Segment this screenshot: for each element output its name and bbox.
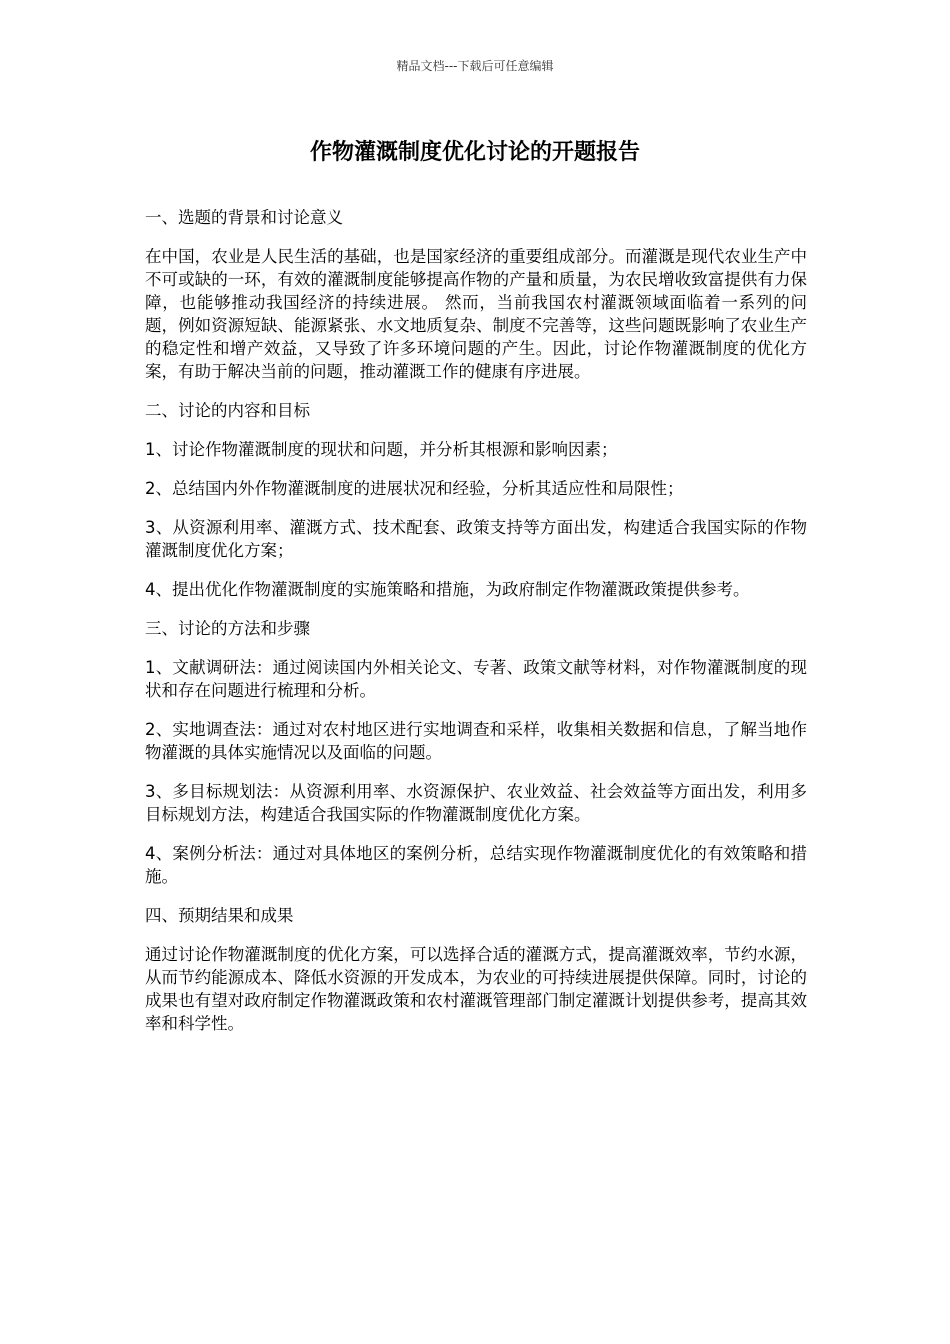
section-heading-background: 一、选题的背景和讨论意义 (145, 208, 343, 227)
section-heading-content-goals: 二、讨论的内容和目标 (145, 401, 310, 420)
section-heading-expected-results: 四、预期结果和成果 (145, 906, 294, 925)
list-item-method-3: 3、多目标规划法：从资源利用率、水资源保护、农业效益、社会效益等方面出发，利用多目标规划方法，构建适合我国实际的作物灌溉制度优化方案。 (145, 782, 807, 824)
list-item-method-1: 1、文献调研法：通过阅读国内外相关论文、专著、政策文献等材料，对作物灌溉制度的现状和存在问题进行梳理和分析。 (145, 658, 807, 700)
list-item-content-2: 2、总结国内外作物灌溉制度的进展状况和经验，分析其适应性和局限性； (145, 479, 684, 498)
document-body (145, 206, 807, 1051)
page-header-note: 精品文档---下载后可任意编辑 (396, 59, 554, 73)
list-item-method-2: 2、实地调查法：通过对农村地区进行实地调查和采样，收集相关数据和信息，了解当地作物灌溉的具体实施情况以及面临的问题。 (145, 720, 807, 762)
paragraph-expected-results: 通过讨论作物灌溉制度的优化方案，可以选择合适的灌溉方式，提高灌溉效率，节约水源，从而节约能源成本、降低水资源的开发成本，为农业的可持续进展提供保障。同时，讨论的成果也有望对政府制定作物灌溉政策和农村灌溉管理部门制定灌溉计划提供参考，提高其效率和科学性。 (145, 945, 807, 1033)
paragraph-background: 在中国，农业是人民生活的基础，也是国家经济的重要组成部分。而灌溉是现代农业生产中不可或缺的一环，有效的灌溉制度能够提高作物的产量和质量，为农民增收致富提供有力保障，也能够推动我国经济的持续进展。 然而，当前我国农村灌溉领域面临着一系列的问题，例如资源短缺、能源紧张、水文地质复杂、制度不完善等，这些问题既影响了农业生产的稳定性和增产效益，又导致了许多环境问题的产生。因此，讨论作物灌溉制度的优化方案，有助于解决当前的问题，推动灌溉工作的健康有序进展。 (145, 247, 807, 381)
section-heading-methods: 三、讨论的方法和步骤 (145, 619, 310, 638)
list-item-content-3: 3、从资源利用率、灌溉方式、技术配套、政策支持等方面出发，构建适合我国实际的作物灌溉制度优化方案； (145, 518, 807, 560)
list-item-method-4: 4、案例分析法：通过对具体地区的案例分析，总结实现作物灌溉制度优化的有效策略和措施。 (145, 844, 807, 886)
list-item-content-4: 4、提出优化作物灌溉制度的实施策略和措施，为政府制定作物灌溉政策提供参考。 (145, 580, 750, 599)
document-title: 作物灌溉制度优化讨论的开题报告 (309, 140, 640, 165)
list-item-content-1: 1、讨论作物灌溉制度的现状和问题，并分析其根源和影响因素； (145, 440, 618, 459)
